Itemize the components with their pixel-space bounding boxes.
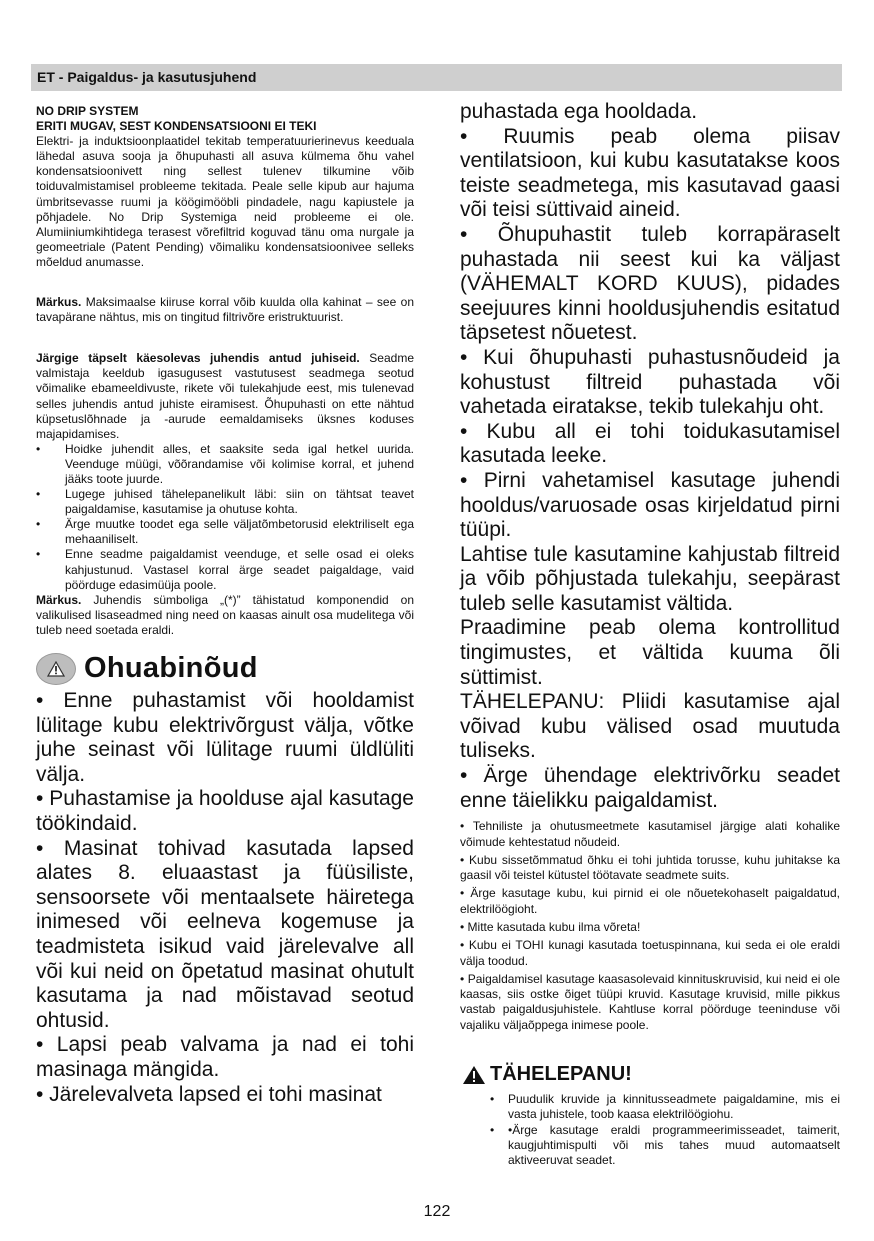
safety-paragraph: • Kui õhupuhasti puhastusnõudeid ja kohustust filtreid puhastada või vahetada eiratakse, tekib tulekahju oht.: [460, 345, 840, 419]
follow-instructions: [36, 351, 414, 442]
section-title: Ohuabinõud: [84, 652, 258, 684]
list-item: • •Ärge kasutage eraldi programmeerimisseadet, taimerit, kaugjuhtimispulti või mis tahes muud automaatselt aktiveeruvat seadet.: [460, 1123, 840, 1169]
safety-note: • Tehniliste ja ohutusmeetmete kasutamisel järgige alati kohalike võimude kehtestatud nõudeid.: [460, 819, 840, 849]
warning-list: [460, 1092, 840, 1168]
list-item: • Lugege juhised tähelepanelikult läbi: siin on tähtsat teavet paigaldamise, kasutamise ja ohutuse kohta.: [36, 487, 414, 517]
safety-paragraph: • Ärge ühendage elektrivõrku seadet enne täielikku paigaldamist.: [460, 764, 840, 812]
list-item: • Enne seadme paigaldamist veenduge, et selle osad ei oleks kahjustunud. Vastasel korral ärge seadet paigaldage, vaid pöörduge edasimüüja poole.: [36, 547, 414, 592]
note-speed: [36, 295, 414, 325]
safety-paragraph: Praadimine peab olema kontrollitud tingimustes, et vältida kuuma õli süttimist.: [460, 616, 840, 689]
note-text: Juhendis sümboliga „(*)” tähistatud komponendid on valikulised lisaseadmed ning need on kaasas ainult osa mudelitega või tuleb need soetada eraldi.: [36, 592, 414, 637]
safety-note: • Kubu ei TOHI kunagi kasutada toetuspinnana, kui seda ei ole eraldi välja toodud.: [460, 938, 840, 968]
safety-paragraph: • Puhastamise ja hoolduse ajal kasutage töökindaid.: [36, 787, 414, 835]
follow-bold: Järgige täpselt käesolevas juhendis antud juhiseid.: [36, 351, 360, 366]
right-column: [460, 100, 840, 1169]
safety-note: • Kubu sissetõmmatud õhku ei tohi juhtida torusse, kuhu juhitakse ka gaasil või teistel kütustel töötavate seadmete suits.: [460, 852, 840, 883]
bullet-list: [36, 442, 414, 593]
safety-paragraph: • Järelevalveta lapsed ei tohi masinat: [36, 1082, 382, 1106]
note-label: Märkus.: [36, 295, 82, 310]
safety-paragraph: TÄHELEPANU: Pliidi kasutamise ajal võivad kubu välised osad muutuda tuliseks.: [460, 690, 840, 763]
safety-paragraph: • Lapsi peab valvama ja nad ei tohi masinaga mängida.: [36, 1033, 414, 1081]
safety-paragraph: Lahtise tule kasutamine kahjustab filtreid ja võib põhjustada tulekahju, seepärast tuleb selle kasutamist vältida.: [460, 542, 840, 615]
safety-note: • Mitte kasutada kubu ilma võreta!: [460, 920, 641, 934]
list-item: • Ärge muutke toodet ega selle väljatõmbetorusid elektriliselt ega mehaaniliselt.: [36, 517, 414, 547]
safety-paragraph: • Masinat tohivad kasutada lapsed alates 8. eluaastast ja füüsiliste, sensoorsete või mentaalsete häiretega inimesed või eelneva kogemuse ja teadmisteta isikud vaid järelevalve all või kui neid on õpetatud masinat ohutult kasutama ja nad mõistavad seotud ohtusid.: [36, 836, 414, 1032]
nodrip-subtitle: ERITI MUGAV, SEST KONDENSATSIOONI EI TEKI: [36, 119, 317, 134]
header-title: ET - Paigaldus- ja kasutusjuhend: [37, 69, 257, 85]
header-bar: [31, 64, 842, 91]
follow-text: Seadme valmistaja keeldub igasugusest vastutusest seadmega seotud võimalike ebameeldivuste, rikete või tulekahjude eest, mis tulenevad selles juhendis antud juhiste eiramisest. Õhupuhasti on ette nähtud küpsetuslõhnade ja -aurude eemaldamiseks üksnes koduses majapidamises.: [36, 351, 414, 441]
note-label: Märkus.: [36, 592, 82, 607]
section-header: [36, 652, 414, 685]
page-number: 122: [423, 1203, 451, 1220]
safety-note: • Ärge kasutage kubu, kui pirnid ei ole nõuetekohaselt paigaldatud, elektrilöögioht.: [460, 886, 840, 916]
warning-icon: [36, 653, 76, 685]
left-column: [36, 104, 414, 1107]
safety-paragraph: • Ruumis peab olema piisav ventilatsioon, kui kubu kasutatakse koos teiste seadmetega, mis kasutavad gaasi või teisi süttivaid aineid.: [460, 124, 840, 222]
warning-triangle-icon: [462, 1065, 486, 1085]
safety-paragraph: • Õhupuhastit tuleb korrapäraselt puhastada nii seest kui ka väljast (VÄHEMALT KORD KUUS), pidades seejuures kinni hooldusjuhendis esitatud täpsetest nõuetest.: [460, 222, 840, 345]
warning-header: [462, 1063, 840, 1086]
nodrip-title: NO DRIP SYSTEM: [36, 104, 139, 118]
warning-title: TÄHELEPANU!: [490, 1063, 632, 1086]
note-text: Maksimaalse kiiruse korral võib kuulda olla kahinat – see on tavapärane nähtus, mis on tingitud filtrivõre eristruktuurist.: [36, 295, 414, 325]
safety-note: • Paigaldamisel kasutage kaasasolevaid kinnituskruvisid, kui neid ei ole kaasas, siis ostke õiget tüüpi kruvid. Kasutage kruvisid, mille pikkus vastab paigaldusjuhistele. Kahtluse korral pöörduge teeninduse või vajaliku väljaõppega inimese poole.: [460, 971, 840, 1032]
list-item: • Hoidke juhendit alles, et saaksite seda igal hetkel uurida. Veenduge müügi, võõrandamise või kolimise korral, et juhend jääks toote juurde.: [36, 442, 414, 487]
note-optional: [36, 593, 414, 638]
list-item: • Puudulik kruvide ja kinnitusseadmete paigaldamine, mis ei vasta juhistele, toob kaasa elektrilöögiohu.: [460, 1092, 840, 1123]
safety-paragraph: • Pirni vahetamisel kasutage juhendi hooldus/varuosade osas kirjeldatud pirni tüüpi.: [460, 468, 840, 542]
nodrip-text: Elektri- ja induktsioonplaatidel tekitab temperatuurierinevus keeduala lähedal asuva sooja ja õhupuhasti all asuva külmema õhu vahel kondensatsioonivett ning sellest tulenev tilkumine võib toiduvalmistamisel probleeme tekitada. Peale selle kipub aur hajuma ümbritsevasse ruumi ja köögimööbli pindadele, nagu kapiustele ja põhjadele. No Drip Systemiga neid probleeme ei ole. Alumiiniumkihtidega terasest võrefiltrid koguvad tänu oma nurgale ja geomeetriale (Patent Pending) võimaliku kondensatsioonivee selleks mõeldud anumasse.: [36, 134, 414, 269]
safety-paragraph: • Kubu all ei tohi toidukasutamisel kasutada leeke.: [460, 419, 840, 468]
safety-paragraph: puhastada ega hooldada.: [460, 100, 698, 123]
safety-paragraph: • Enne puhastamist või hooldamist lülitage kubu elektrivõrgust välja, võtke juhe seinast või lülitage ruumi üldlüliti välja.: [36, 689, 414, 786]
